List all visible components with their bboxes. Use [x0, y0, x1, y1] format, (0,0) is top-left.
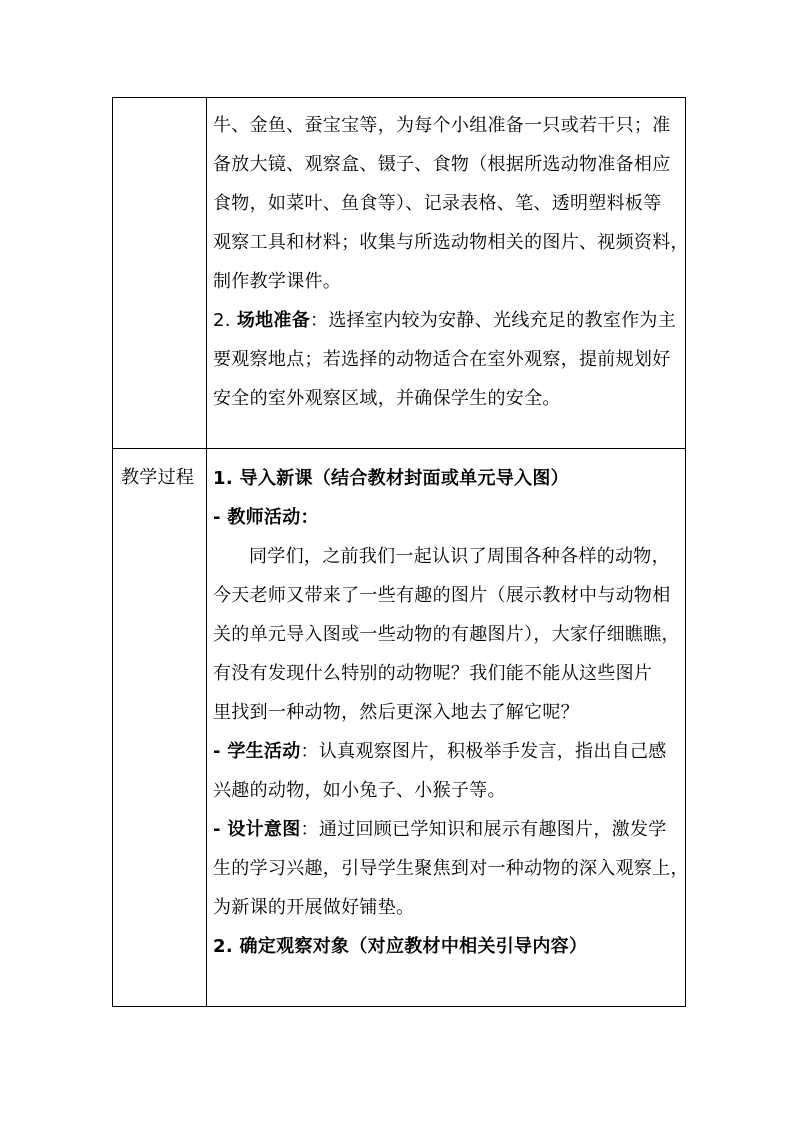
teacher-activity-label: - 教师活动： [213, 507, 319, 528]
preparation-line: 观察工具和材料；收集与所选动物相关的图片、视频资料， [213, 232, 689, 253]
section-2-number: 2. [213, 936, 233, 957]
preparation-cell [213, 106, 689, 418]
design-intent-line [213, 810, 683, 849]
section-1-heading [213, 459, 683, 498]
section-1-number: 1. [213, 468, 233, 489]
preparation-line: 备放大镜、观察盒、镊子、食物（根据所选动物准备相应 [213, 154, 671, 175]
student-activity-label: - 学生活动 [213, 741, 301, 762]
teaching-process-cell [213, 459, 689, 966]
design-intent-line: 为新课的开展做好铺垫。 [213, 897, 415, 918]
teaching-process-label: 教学过程 [121, 467, 195, 488]
design-intent-label: - 设计意图 [213, 819, 301, 840]
site-preparation-line [213, 301, 683, 340]
preparation-line: 要观察地点；若选择的动物适合在室外观察，提前规划好 [213, 349, 671, 370]
design-intent-text: ：通过回顾已学知识和展示有趣图片，激发学 [300, 819, 667, 840]
preparation-line: 安全的室外观察区域，并确保学生的安全。 [213, 388, 561, 409]
design-intent-line: 生的学习兴趣，引导学生聚焦到对一种动物的深入观察上， [213, 858, 689, 879]
preparation-line: 食物，如菜叶、鱼食等）、记录表格、笔、透明塑料板等 [213, 193, 662, 214]
table-column-divider [206, 98, 207, 1006]
site-preparation-label: 场地准备 [236, 310, 311, 331]
site-preparation-number: 2. [213, 310, 231, 331]
student-activity-text: ：认真观察图片，积极举手发言，指出自己感 [300, 741, 667, 762]
teacher-activity-line: 有没有发现什么特别的动物呢？我们能不能从这些图片 [213, 663, 653, 684]
section-1-title: 导入新课（结合教材封面或单元导入图） [239, 468, 569, 489]
preparation-line: 牛、金鱼、蚕宝宝等，为每个小组准备一只或若干只；准 [213, 115, 671, 136]
site-preparation-text: ：选择室内较为安静、光线充足的教室作为主 [310, 310, 677, 331]
teacher-activity-line: 同学们，之前我们一起认识了周围各种各样的动物， [249, 546, 670, 567]
student-activity-line [213, 732, 683, 771]
section-2-heading [213, 927, 683, 966]
lesson-plan-table [112, 97, 689, 1007]
teacher-activity-line: 关的单元导入图或一些动物的有趣图片），大家仔细瞧瞧， [213, 624, 680, 645]
preparation-line: 制作教学课件。 [213, 271, 342, 292]
teacher-activity-line: 今天老师又带来了一些有趣的图片（展示教材中与动物相 [213, 585, 671, 606]
student-activity-line: 兴趣的动物，如小兔子、小猴子等。 [213, 780, 506, 801]
teacher-activity-line: 里找到一种动物，然后更深入地去了解它呢？ [213, 702, 579, 723]
section-2-title: 确定观察对象（对应教材中相关引导内容） [239, 936, 588, 957]
table-row-divider [113, 448, 685, 449]
